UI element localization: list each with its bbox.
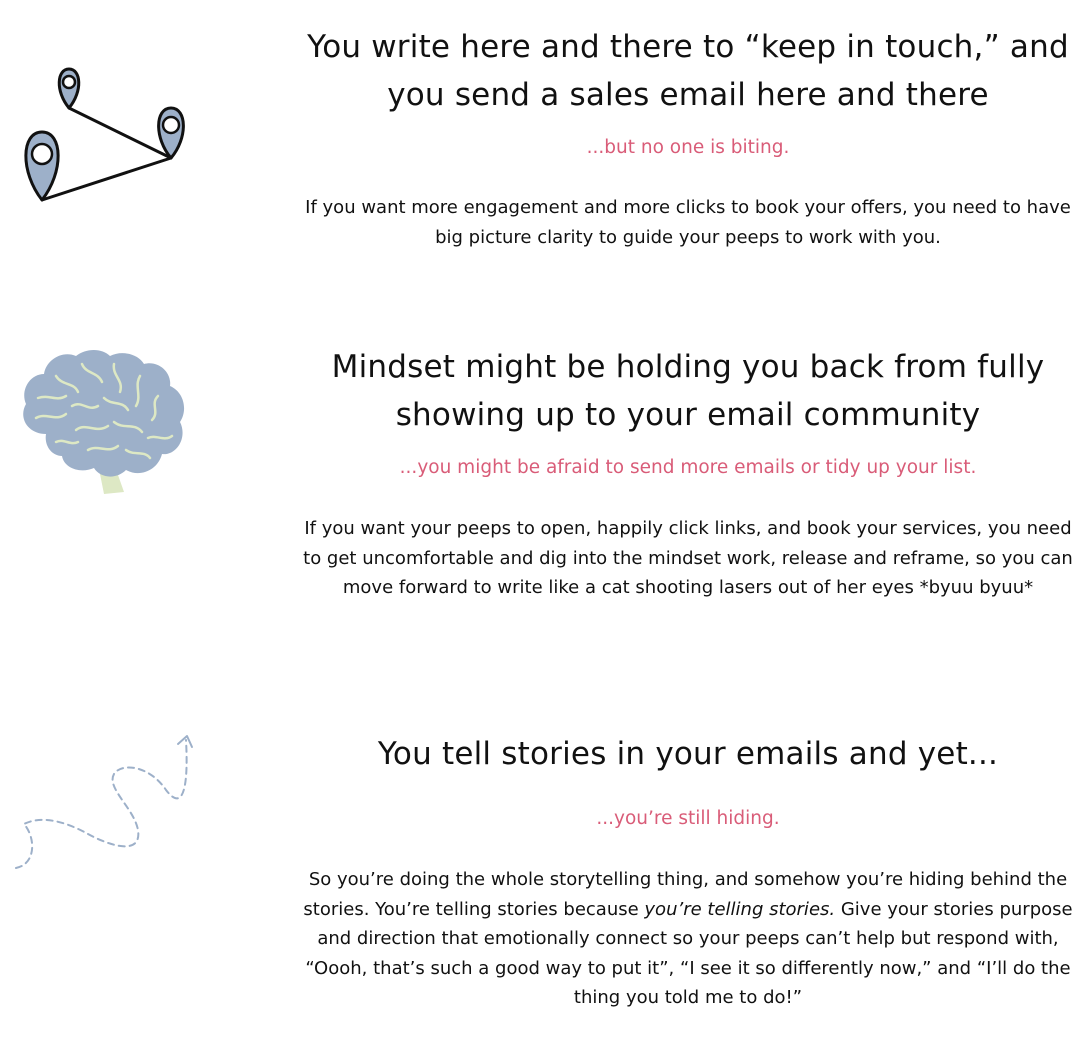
- squiggle-arrow-icon: [10, 720, 200, 870]
- section-heading: You write here and there to “keep in touch,” and you send a sales email here and there: [307, 29, 1069, 113]
- body-text-end: Give your stories purpose and direction that emotionally connect so your peeps can’t help but respond with, “Oooh, that’s such a good way to put it”, “I see it so differently now,” and “I’ll do the thing you told me to do!”: [305, 898, 1073, 1008]
- section-body: If you want more engagement and more clicks to book your offers, you need to have big picture clarity to guide your peeps to work with you.: [305, 197, 1071, 248]
- section-body: If you want your peeps to open, happily click links, and book your services, you need to get uncomfortable and dig into the mindset work, release and reframe, so you can move forward to write like a cat shooting lasers out of her eyes *byuu byuu*: [303, 518, 1073, 598]
- section-storytelling: [0, 710, 1090, 1040]
- section-heading: You tell stories in your emails and yet...: [377, 736, 999, 772]
- map-pins-route-icon: [14, 60, 196, 210]
- brain-icon: [16, 346, 192, 498]
- body-text-start: So you’re doing the whole storytelling thing, and somehow you’re hiding behind the stories. You’re telling stories because: [303, 869, 1068, 920]
- body-text-emphasis: you’re telling stories.: [644, 898, 836, 920]
- section-body: [296, 865, 1080, 1013]
- section-subline: ...but no one is biting.: [586, 137, 790, 158]
- section-keep-in-touch: [0, 0, 1090, 290]
- section-heading: Mindset might be holding you back from fully showing up to your email community: [331, 349, 1045, 433]
- section-subline: ...you’re still hiding.: [596, 808, 780, 829]
- section-mindset: [0, 320, 1090, 650]
- section-subline: ...you might be afraid to send more emails or tidy up your list.: [399, 457, 977, 478]
